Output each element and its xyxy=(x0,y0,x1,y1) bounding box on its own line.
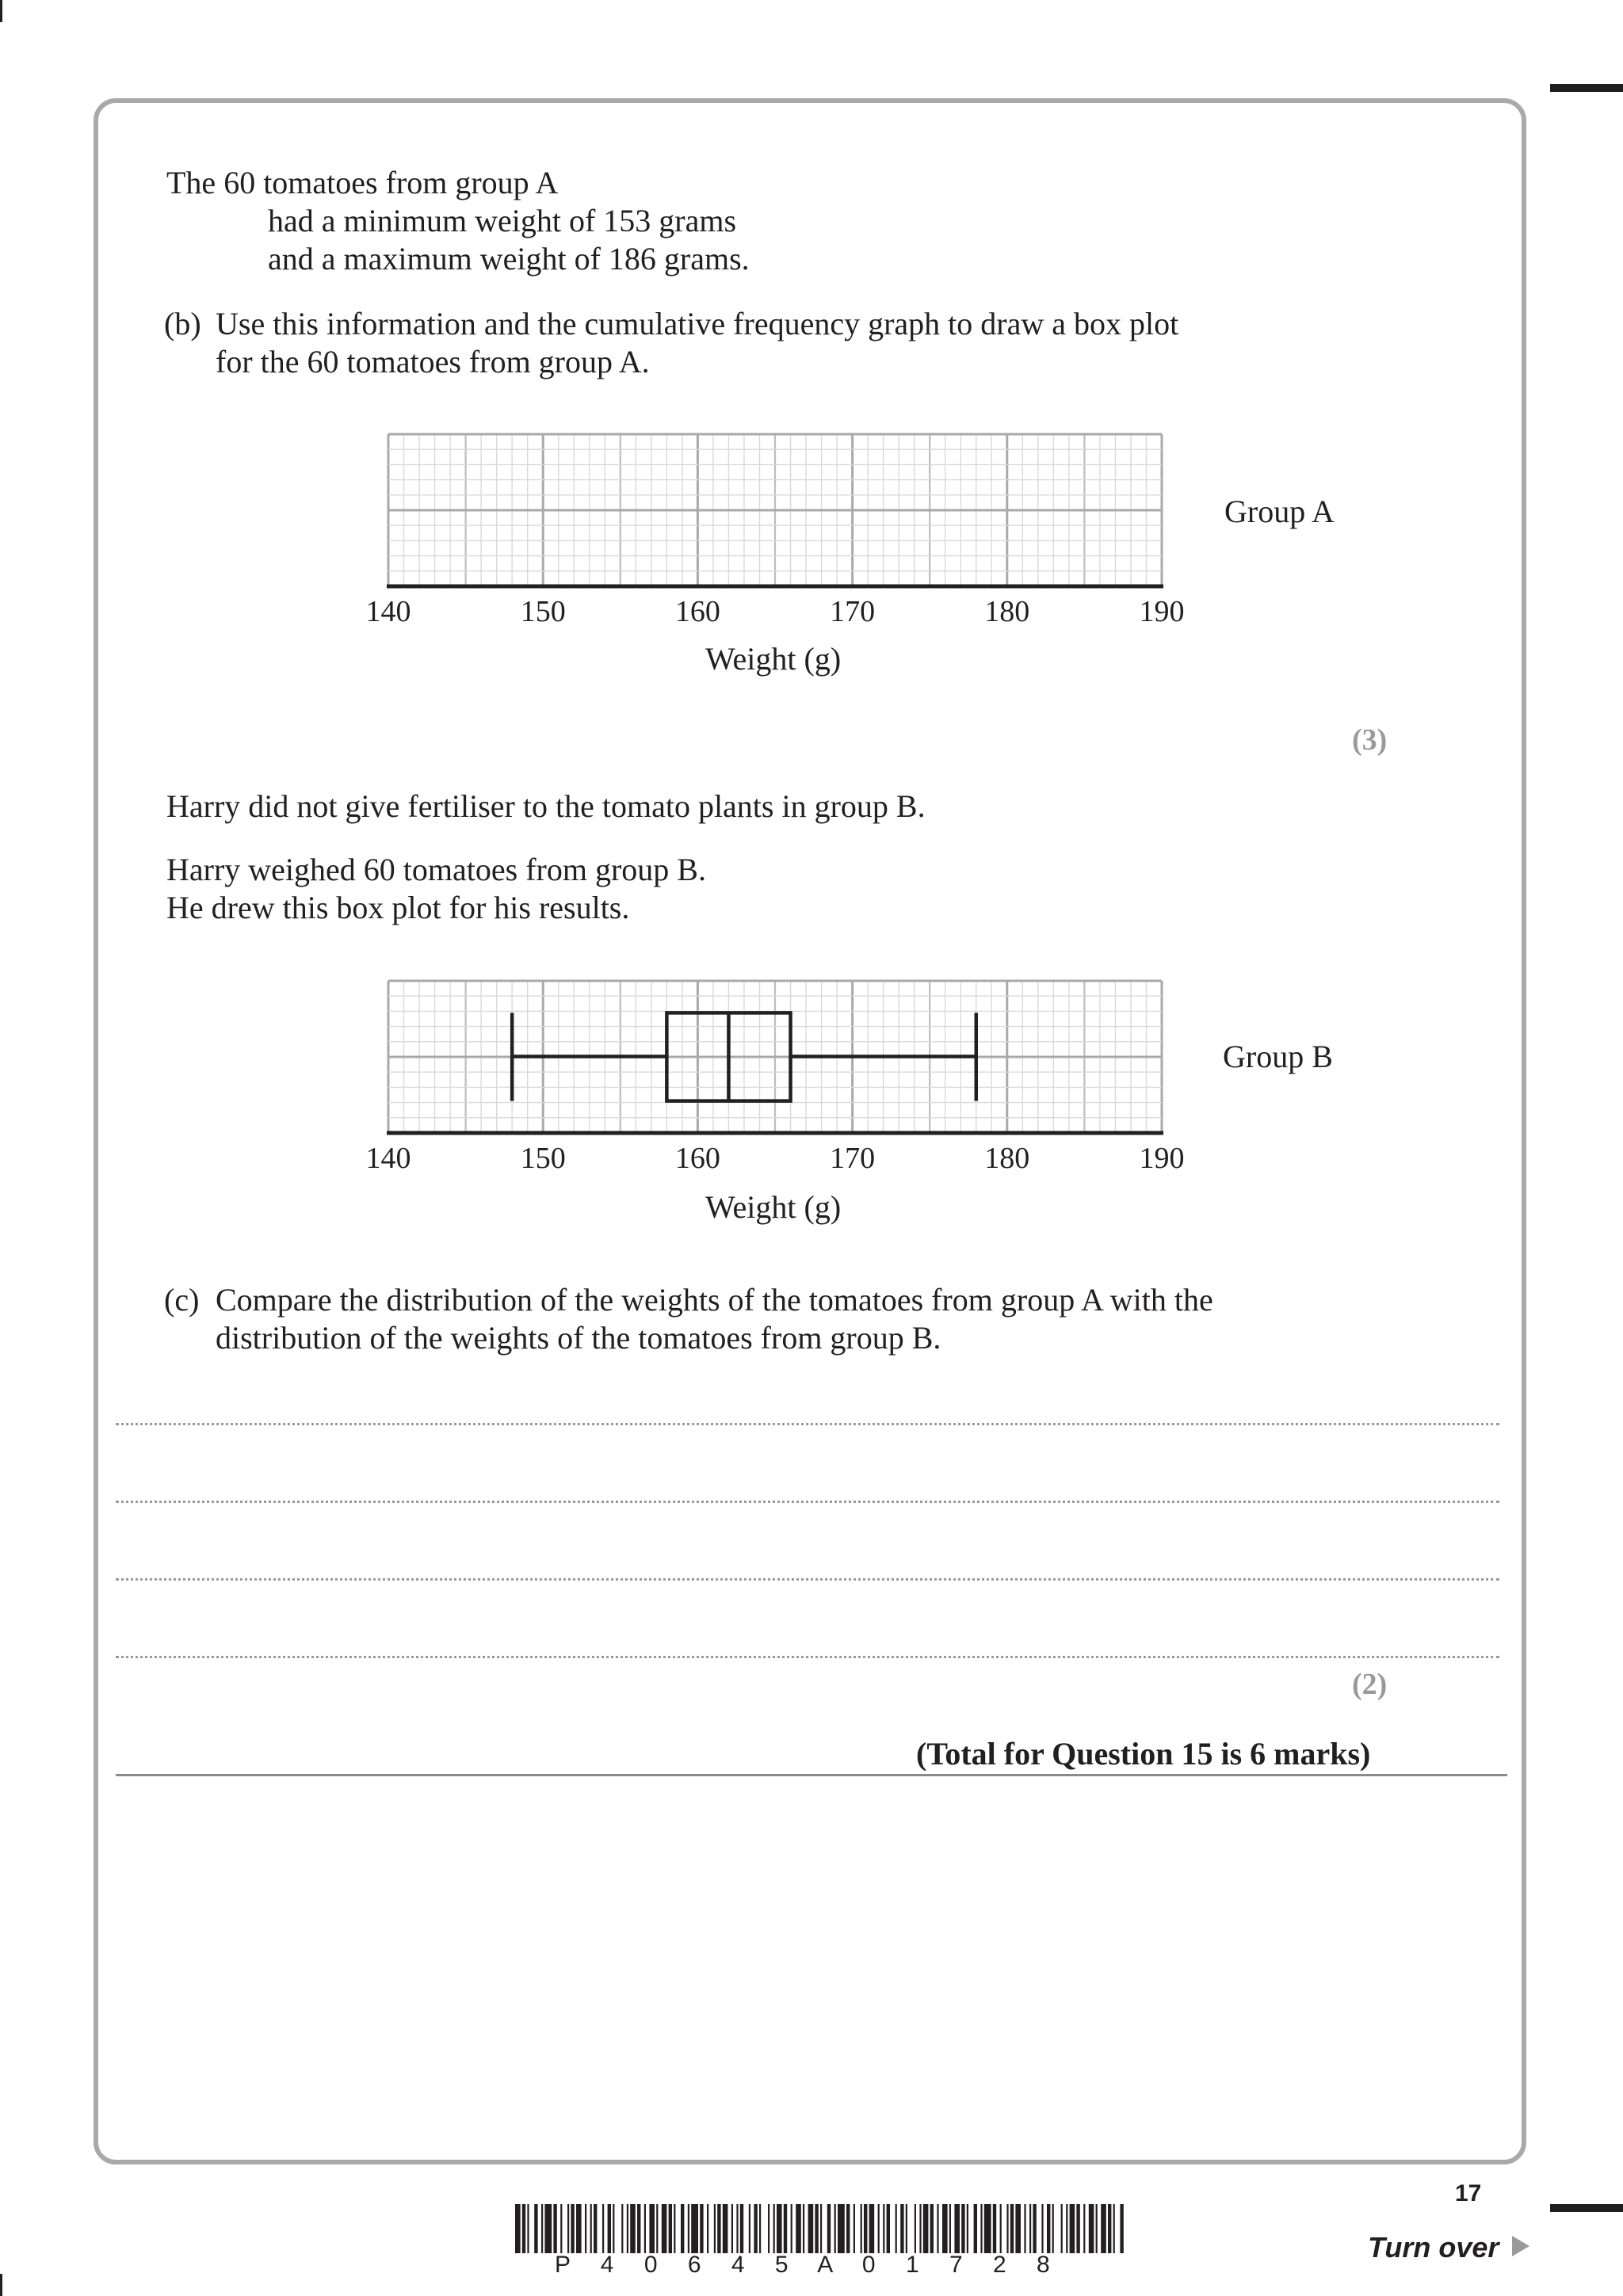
tick-label: 190 xyxy=(1139,1142,1185,1175)
tick-label: 180 xyxy=(984,1142,1030,1175)
barcode-bar xyxy=(621,2204,623,2253)
barcode-bar xyxy=(773,2204,775,2253)
part-b-line-2: for the 60 tomatoes from group A. xyxy=(216,344,650,379)
barcode-bar xyxy=(1113,2204,1115,2253)
part-c-line-2: distribution of the weights of the tomatoes from group B. xyxy=(216,1320,941,1356)
barcode xyxy=(514,2204,1132,2253)
intro-line-1: The 60 tomatoes from group A xyxy=(166,165,559,200)
barcode-bar xyxy=(567,2204,569,2253)
barcode-bar xyxy=(553,2204,556,2253)
barcode-bar xyxy=(1066,2204,1067,2253)
box-plot-grid-group-a[interactable] xyxy=(380,428,1189,602)
barcode-bar xyxy=(869,2204,875,2253)
barcode-bar xyxy=(1070,2204,1075,2253)
total-rule xyxy=(116,1774,1507,1776)
barcode-bar xyxy=(896,2204,897,2253)
barcode-bar xyxy=(1010,2204,1014,2253)
barcode-bar xyxy=(1101,2204,1106,2253)
barcode-bar xyxy=(590,2204,592,2253)
barcode-bar xyxy=(791,2204,792,2253)
answer-line-2[interactable] xyxy=(116,1501,1499,1503)
barcode-bar xyxy=(1083,2204,1085,2253)
barcode-bar xyxy=(993,2204,996,2253)
barcode-bar xyxy=(754,2204,757,2253)
barcode-bar xyxy=(630,2204,636,2253)
barcode-bar xyxy=(691,2204,698,2253)
barcode-bar xyxy=(883,2204,884,2253)
grid xyxy=(388,434,1162,586)
barcode-bar xyxy=(930,2204,934,2253)
barcode-bar xyxy=(1024,2204,1025,2253)
barcode-bar xyxy=(887,2204,890,2253)
barcode-bar xyxy=(669,2204,672,2253)
barcode-text: P 4 0 6 4 5 A 0 1 7 2 8 xyxy=(555,2252,1062,2278)
barcode-bar xyxy=(1029,2204,1031,2253)
barcode-bar xyxy=(834,2204,836,2253)
barcode-bar xyxy=(522,2204,525,2253)
barcode-bar xyxy=(585,2204,586,2253)
barcode-bar xyxy=(1041,2204,1043,2253)
part-b-marks: (3) xyxy=(1352,723,1388,757)
barcode-bar xyxy=(1096,2204,1098,2253)
barcode-bar xyxy=(796,2204,801,2253)
barcode-bar xyxy=(878,2204,880,2253)
tick-label: 180 xyxy=(984,595,1030,628)
tick-label: 190 xyxy=(1139,595,1185,628)
barcode-bar xyxy=(627,2204,628,2253)
barcode-bar xyxy=(707,2204,708,2253)
barcode-bar xyxy=(1052,2204,1054,2253)
barcode-bar xyxy=(808,2204,814,2253)
barcode-bar xyxy=(854,2204,855,2253)
barcode-bar xyxy=(815,2204,818,2253)
barcode-bar xyxy=(1120,2204,1123,2253)
barcode-bar xyxy=(1076,2204,1079,2253)
group-b-xlabel: Weight (g) xyxy=(705,1189,842,1225)
barcode-bar xyxy=(1006,2204,1008,2253)
page-number: 17 xyxy=(1455,2180,1482,2206)
barcode-bar xyxy=(515,2204,521,2253)
barcode-bar xyxy=(749,2204,750,2253)
barcode-bar xyxy=(736,2204,738,2253)
turn-over-arrow-icon xyxy=(1512,2236,1529,2256)
answer-line-3[interactable] xyxy=(116,1578,1499,1581)
group-b-text-line-2: Harry weighed 60 tomatoes from group B. xyxy=(166,852,706,887)
barcode-bar xyxy=(1061,2204,1063,2253)
barcode-bar xyxy=(1108,2204,1111,2253)
barcode-bar xyxy=(644,2204,646,2253)
barcode-bar xyxy=(560,2204,562,2253)
part-c-marks: (2) xyxy=(1352,1668,1388,1701)
barcode-bar xyxy=(820,2204,822,2253)
barcode-bar xyxy=(544,2204,552,2253)
barcode-bar xyxy=(637,2204,640,2253)
total-marks: (Total for Question 15 is 6 marks) xyxy=(916,1736,1371,1772)
barcode-bar xyxy=(674,2204,675,2253)
barcode-bar xyxy=(784,2204,787,2253)
barcode-bar xyxy=(608,2204,611,2253)
tick-label: 170 xyxy=(830,1142,876,1175)
barcode-bar xyxy=(942,2204,948,2253)
barcode-bar xyxy=(1089,2204,1094,2253)
barcode-bar xyxy=(688,2204,689,2253)
tick-label: 160 xyxy=(674,1142,720,1175)
barcode-bar xyxy=(1047,2204,1050,2253)
barcode-bar xyxy=(980,2204,982,2253)
barcode-bar xyxy=(602,2204,604,2253)
barcode-bar xyxy=(662,2204,667,2253)
barcode-bar xyxy=(656,2204,658,2253)
barcode-bar xyxy=(1015,2204,1021,2253)
barcode-bar xyxy=(915,2204,916,2253)
barcode-bar xyxy=(768,2204,769,2253)
barcode-bar xyxy=(954,2204,960,2253)
edge-bar-top-right xyxy=(1550,84,1623,92)
barcode-bar xyxy=(919,2204,921,2253)
group-b-text-line-1: Harry did not give fertiliser to the tomato plants in group B. xyxy=(166,788,926,824)
group-a-xlabel: Weight (g) xyxy=(705,641,842,677)
barcode-bar xyxy=(700,2204,703,2253)
grid xyxy=(388,981,1162,1133)
intro-line-2: had a minimum weight of 153 grams xyxy=(268,203,737,238)
crop-mark-bottom-left xyxy=(0,2274,2,2296)
group-b-label: Group B xyxy=(1223,1039,1333,1074)
barcode-bar xyxy=(906,2204,907,2253)
barcode-bar xyxy=(534,2204,537,2253)
barcode-bar xyxy=(594,2204,597,2253)
group-b-text-line-3: He drew this box plot for his results. xyxy=(166,890,630,925)
barcode-bar xyxy=(861,2204,862,2253)
part-b-line-1: Use this information and the cumulative frequency graph to draw a box plot xyxy=(216,306,1179,341)
barcode-bar xyxy=(681,2204,684,2253)
tick-label: 140 xyxy=(365,1142,411,1175)
barcode-bar xyxy=(1000,2204,1002,2253)
intro-line-3: and a maximum weight of 186 grams. xyxy=(268,241,750,277)
tick-label: 140 xyxy=(365,595,411,628)
tick-label: 160 xyxy=(674,595,720,628)
edge-bar-bottom-right xyxy=(1550,2204,1623,2212)
answer-line-1[interactable] xyxy=(116,1423,1499,1425)
barcode-bar xyxy=(613,2204,614,2253)
crop-mark-top-left xyxy=(0,0,2,22)
barcode-bar xyxy=(803,2204,804,2253)
barcode-bar xyxy=(759,2204,761,2253)
box-plot-group-b xyxy=(380,974,1189,1149)
barcode-bar xyxy=(649,2204,655,2253)
barcode-bar xyxy=(838,2204,845,2253)
turn-over-label: Turn over xyxy=(1368,2231,1499,2264)
barcode-bar xyxy=(777,2204,782,2253)
barcode-bar xyxy=(723,2204,728,2253)
barcode-bar xyxy=(714,2204,716,2253)
group-a-label: Group A xyxy=(1224,494,1335,529)
barcode-bar xyxy=(846,2204,850,2253)
barcode-bar xyxy=(1033,2204,1036,2253)
barcode-bar xyxy=(731,2204,733,2253)
barcode-bar xyxy=(900,2204,903,2253)
barcode-bar xyxy=(827,2204,831,2253)
barcode-bar xyxy=(717,2204,720,2253)
part-b-label: (b) xyxy=(164,306,201,341)
barcode-bar xyxy=(974,2204,977,2253)
part-c-label: (c) xyxy=(164,1282,200,1318)
barcode-bar xyxy=(571,2204,574,2253)
barcode-bar xyxy=(541,2204,543,2253)
barcode-bar xyxy=(576,2204,582,2253)
barcode-bar xyxy=(740,2204,743,2253)
part-c-line-1: Compare the distribution of the weights of the tomatoes from group A with the xyxy=(216,1282,1213,1318)
barcode-bar xyxy=(984,2204,991,2253)
barcode-bar xyxy=(864,2204,867,2253)
tick-label: 150 xyxy=(520,1142,566,1175)
barcode-bar xyxy=(527,2204,529,2253)
barcode-bar xyxy=(967,2204,968,2253)
barcode-bar xyxy=(961,2204,964,2253)
barcode-bar xyxy=(923,2204,929,2253)
barcode-bar xyxy=(949,2204,951,2253)
barcode-bar xyxy=(937,2204,938,2253)
tick-label: 170 xyxy=(830,595,876,628)
answer-line-4[interactable] xyxy=(116,1656,1499,1658)
tick-label: 150 xyxy=(520,595,566,628)
